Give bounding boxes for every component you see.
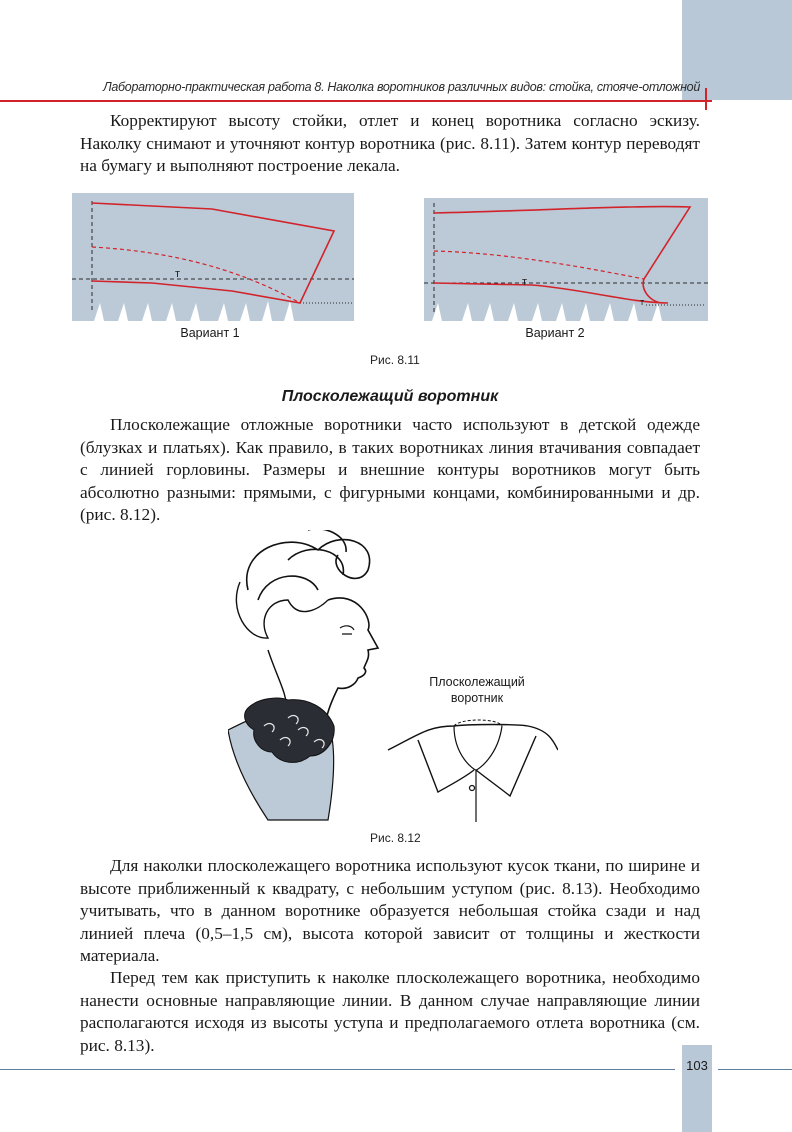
hair-sketch xyxy=(247,530,370,600)
footer-rule xyxy=(0,1069,675,1070)
figure-8-11-caption: Рис. 8.11 xyxy=(370,353,420,367)
flat-collar-label-line-2: воротник xyxy=(450,691,504,705)
flat-collar-label-line-1: Плосколежащий xyxy=(429,675,525,689)
page-number: 103 xyxy=(686,1058,708,1073)
hair-volume xyxy=(236,582,328,638)
variant-2-label: Вариант 2 xyxy=(525,326,585,340)
fabric-piece-variant-1 xyxy=(72,193,354,321)
flat-collar-left xyxy=(418,740,474,792)
figure-8-12-caption: Рис. 8.12 xyxy=(370,831,421,845)
paragraph-3: Для наколки плосколежащего воротника используют кусок ткани, по ширине и высоте приближенный к квадрату, с небольшим уступом (рис. 8.13). Необходимо учитывать, что в данном воротнике образуется небольшая стойка сзади и над линией плеча (0,5–1,5 см), высота которой зависит от толщины и жесткости материала. xyxy=(80,856,700,965)
paragraph-1: Корректируют высоту стойки, отлет и конец воротника согласно эскизу. Наколку снимают и уточняют контур воротника (рис. 8.11). Затем контур переводят на бумагу и выполняют построение лекала. xyxy=(80,111,700,175)
footer-rule-right xyxy=(718,1069,792,1070)
variant-1-label: Вариант 1 xyxy=(180,326,240,340)
header-rule xyxy=(0,100,712,102)
running-title: Лабораторно-практическая работа 8. Наколка воротников различных видов: стойка, стояче-отложной xyxy=(103,80,700,94)
paragraph-2: Плосколежащие отложные воротники часто используют в детской одежде (блузках и платьях). Как правило, в таких воротниках линия втачивания совпадает с линией горловины. Размеры и внешние контуры воротников могут быть абсолютно разными: прямыми, с фигурными концами, комбинированными и др. (рис. 8.12). xyxy=(80,415,700,524)
neckline-curve xyxy=(454,726,502,770)
paragraph-4: Перед тем как приступить к наколке плосколежащего воротника, необходимо нанести основные направляющие линии. В данном случае направляющие линии располагаются исходя из высоты уступа и предполагаемого отлета воротника (см. рис. 8.13). xyxy=(80,968,700,1055)
face-profile xyxy=(326,598,378,720)
flat-collar-label xyxy=(412,674,542,706)
mark-t-variant-2-a: т xyxy=(522,276,528,288)
mark-t-variant-2-b: т xyxy=(640,297,645,307)
mark-t-variant-1: т xyxy=(175,268,181,280)
header-rule-tick xyxy=(705,88,707,110)
flat-collar-right xyxy=(476,736,536,796)
flat-collar-outline xyxy=(388,725,558,751)
button xyxy=(470,786,475,791)
figure-8-11 xyxy=(72,193,712,323)
eye xyxy=(340,626,354,634)
section-heading: Плосколежащий воротник xyxy=(281,388,499,405)
